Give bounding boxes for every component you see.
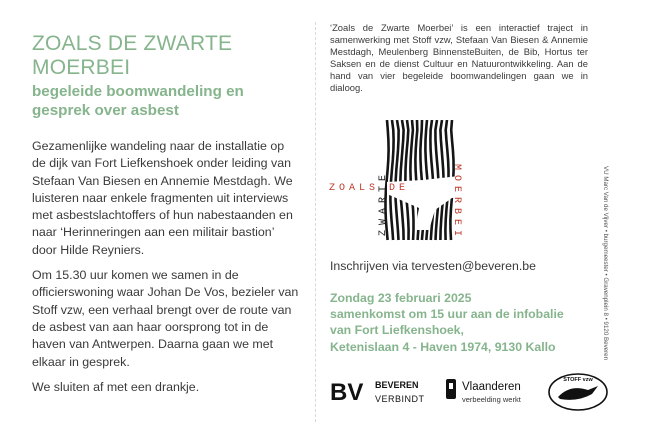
bird-icon (558, 386, 598, 400)
beveren-text: BEVEREN (375, 380, 419, 390)
project-intro: ‘Zoals de Zwarte Moerbei’ is een interactief traject in samenwerking met Stoff vzw, Stefaan Van Biesen & Annemie Mestdagh, Meulenberg BinnensteBuiten, de Bib, Hortus ter Saksen en de dienst Cultuur en Natuurontwikkeling. Aan de hand van vier begeleide boomwandelingen gaan we in dialoog. (330, 22, 588, 93)
verbindt-text: VERBINDT (375, 394, 425, 404)
logo-stripe (390, 120, 393, 240)
event-date: Zondag 23 februari 2025 (330, 291, 472, 305)
subtitle-line-1: begeleide boomwandeling en (32, 83, 244, 100)
zoals-de-zwarte-moerbei-logo (327, 120, 577, 245)
paragraph-closing: We sluiten af met een drankje. (32, 379, 200, 394)
logo-word-zoals-de: ZOALS DE (329, 183, 410, 194)
left-column (32, 32, 300, 396)
event-location: van Fort Liefkenshoek, (330, 323, 464, 338)
logo-stripe (410, 120, 413, 240)
event-meeting: samenkomst om 15 uur aan de infobalie (330, 307, 564, 322)
vlaanderen-text: Vlaanderen (462, 381, 521, 393)
logo-word-zwarte: ZWARTE (378, 169, 389, 236)
event-address: Ketenislaan 4 - Haven 1974, 9130 Kallo (330, 339, 556, 354)
logo-word-moerbei: MOERBEI (451, 164, 462, 242)
paragraph-walk: Gezamenlijke wandeling naar de installatie op de dijk van Fort Liefkenshoek onder leiding van Stefaan Van Biesen en Annemie Mestdagh. We luisteren naar enkele fragmenten uit interviews met asbestslachtoffers of hun nabestaanden en naar ‘Herinneringen aan een militair bastion’ door Hilde Reyniers. (32, 139, 293, 257)
registration-text: Inschrijven via tervesten@beveren.be (330, 259, 536, 273)
logo-stripe (405, 120, 408, 240)
logo-stripe (395, 120, 398, 240)
responsible-publisher: VU Marc Van de Vijver • burgemeester • Gravenplein 8 • 9120 Beveren (602, 166, 609, 361)
svg-text:STOFF vzw: STOFF vzw (563, 377, 593, 383)
logo-stripe (400, 120, 403, 240)
page-title: ZOALS DE ZWARTE MOERBEI (32, 32, 233, 79)
event-details (330, 290, 600, 355)
sponsor-logos (330, 372, 612, 412)
bv-logo: BV (330, 379, 364, 406)
subtitle-line-2: gesprek over asbest (32, 102, 179, 119)
vlaanderen-lion-icon (446, 379, 456, 399)
paragraph-meeting: Om 15.30 uur komen we samen in de officierswoning waar Johan De Vos, bezieler van Stoff vzw, een verhaal brengt over de route van de asbest van aan haar oorsprong tot in de haven van Antwerpen. Daarna gaan we met elkaar in gesprek. (32, 268, 299, 369)
fold-divider (315, 22, 316, 422)
subtitle (32, 82, 300, 120)
vlaanderen-tagline: verbeelding werkt (462, 395, 521, 404)
